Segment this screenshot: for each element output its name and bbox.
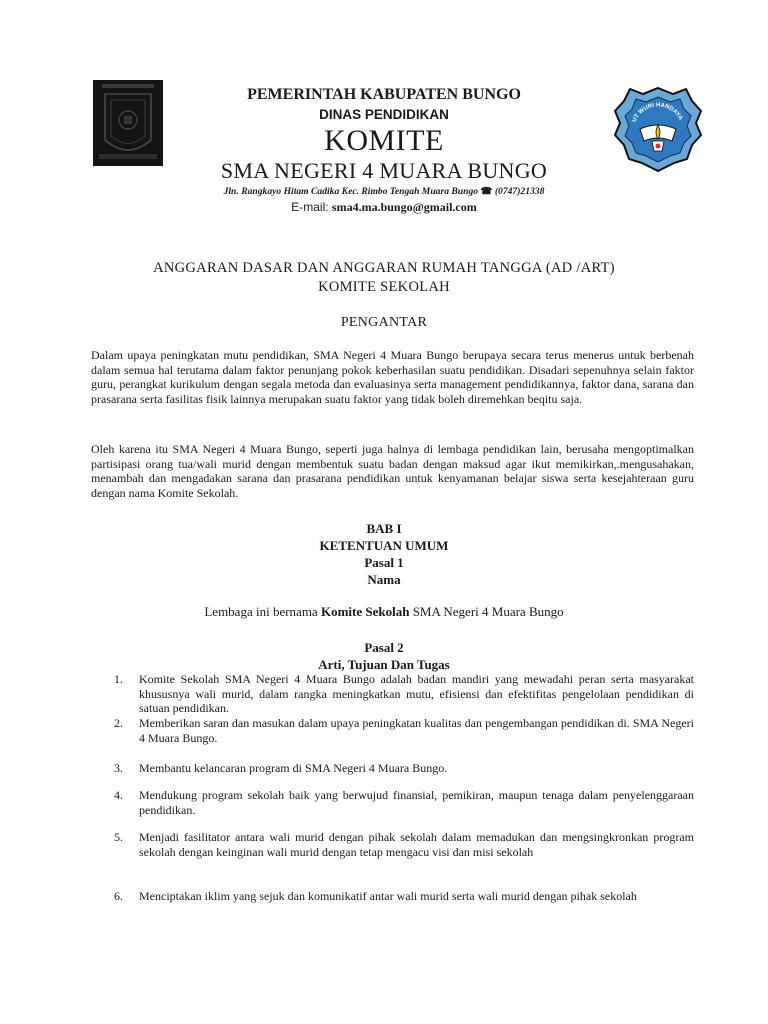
- intro-paragraph-1: Dalam upaya peningkatan mutu pendidikan, SMA Negeri 4 Muara Bungo berupaya secara terus menerus untuk berbenah dalam semua hal terutama dalam faktor penunjang pokok keberhasilan suatu pendidikan. Disadari sepenuhnya selain faktor guru, perangkat kurikulum dengan segala metoda dan evaluasinya serta management pendidikannya, faktor dana, sarana dan prasarana serta fasilitas fisik lainnya merupakan suatu faktor yang tidak boleh diremehkan beqitu saja.: [91, 348, 694, 406]
- school-address-line: [0, 186, 768, 197]
- list-item-text: Menciptakan iklim yang sejuk dan komunikatif antar wali murid serta wali murid dengan pihak sekolah: [139, 889, 637, 903]
- list-item-number: 6.: [114, 889, 123, 903]
- article-2-label: Pasal 2: [364, 640, 404, 655]
- list-item-text: Komite Sekolah SMA Negeri 4 Muara Bungo adalah badan mandiri yang mewadahi peran serta masyarakat khususnya wali murid, dalam rangka meningkatkan mutu, efisiensi dan efektifitas pengelolaan pendidikan di satuan pendidikan.: [139, 672, 694, 716]
- email-label: E-mail:: [291, 200, 329, 214]
- school-name: SMA NEGERI 4 MUARA BUNGO: [220, 158, 548, 183]
- list-item-text: Membantu kelancaran program di SMA Negeri 4 Muara Bungo.: [139, 761, 448, 775]
- article-1-text-bold: Komite Sekolah: [320, 604, 410, 619]
- emblem-motto-text: UT WURI HANDAYA: [631, 102, 684, 124]
- agency-name: DINAS PENDIDIKAN: [319, 107, 449, 122]
- list-item-number: 3.: [114, 761, 123, 775]
- list-item-number: 1.: [114, 672, 123, 686]
- article-1-text-start: Lembaga ini bernama: [204, 604, 318, 619]
- list-item-number: 5.: [114, 830, 123, 844]
- article-1-title: Nama: [367, 572, 401, 587]
- article-1-text: [0, 604, 768, 620]
- document-title-line2: KOMITE SEKOLAH: [318, 279, 450, 295]
- government-name: PEMERINTAH KABUPATEN BUNGO: [247, 86, 521, 103]
- list-item-text: Memberikan saran dan masukan dalam upaya peningkatan kualitas dan pengembangan pendidikan di. SMA Negeri 4 Muara Bungo.: [139, 716, 694, 745]
- intro-heading: PENGANTAR: [340, 315, 428, 330]
- list-item-text: Mendukung program sekolah baik yang berwujud finansial, pemikiran, maupun tenaga dalam penyelenggaraan pendidikan.: [139, 788, 694, 817]
- article-1-text-end: SMA Negeri 4 Muara Bungo: [412, 604, 564, 619]
- email-address[interactable]: sma4.ma.bungo@gmail.com: [331, 200, 477, 214]
- list-item-number: 2.: [114, 716, 123, 730]
- school-address: Jln. Rangkayo Hitam Cadika Kec. Rimbo Tengah Muara Bungo: [223, 186, 479, 197]
- article-2-title: Arti, Tujuan Dan Tugas: [318, 657, 450, 672]
- email-line: [0, 200, 768, 215]
- list-item-number: 4.: [114, 788, 123, 802]
- document-title-line1: ANGGARAN DASAR DAN ANGGARAN RUMAH TANGGA (AD /ART): [153, 260, 615, 276]
- document-title: [0, 259, 768, 297]
- school-phone: (0747)21338: [494, 186, 545, 197]
- intro-paragraph-2: Oleh karena itu SMA Negeri 4 Muara Bungo, seperti juga halnya di lembaga pendidikan lain, berusaha mengoptimalkan partisipasi orang tua/wali murid dengan membentuk suatu badan dengan maksud agar ikut memikirkan,.mengusahakan, menambah dan mengadakan sarana dan prasarana pendidikan untuk kenyamanan belajar siswa serta kesejahteraan guru dengan nama Komite Sekolah.: [91, 442, 694, 500]
- list-item-text: Menjadi fasilitator antara wali murid dengan pihak sekolah dalam memadukan dan mengsingkronkan program sekolah dengan keinginan wali murid dengan tetap mengacu visi dan misi sekolah: [139, 830, 694, 859]
- chapter-label: BAB I: [366, 521, 402, 536]
- article-1-label: Pasal 1: [364, 555, 404, 570]
- organization-name: KOMITE: [324, 124, 444, 157]
- phone-icon: ☎: [480, 186, 493, 197]
- chapter-title: KETENTUAN UMUM: [319, 538, 449, 553]
